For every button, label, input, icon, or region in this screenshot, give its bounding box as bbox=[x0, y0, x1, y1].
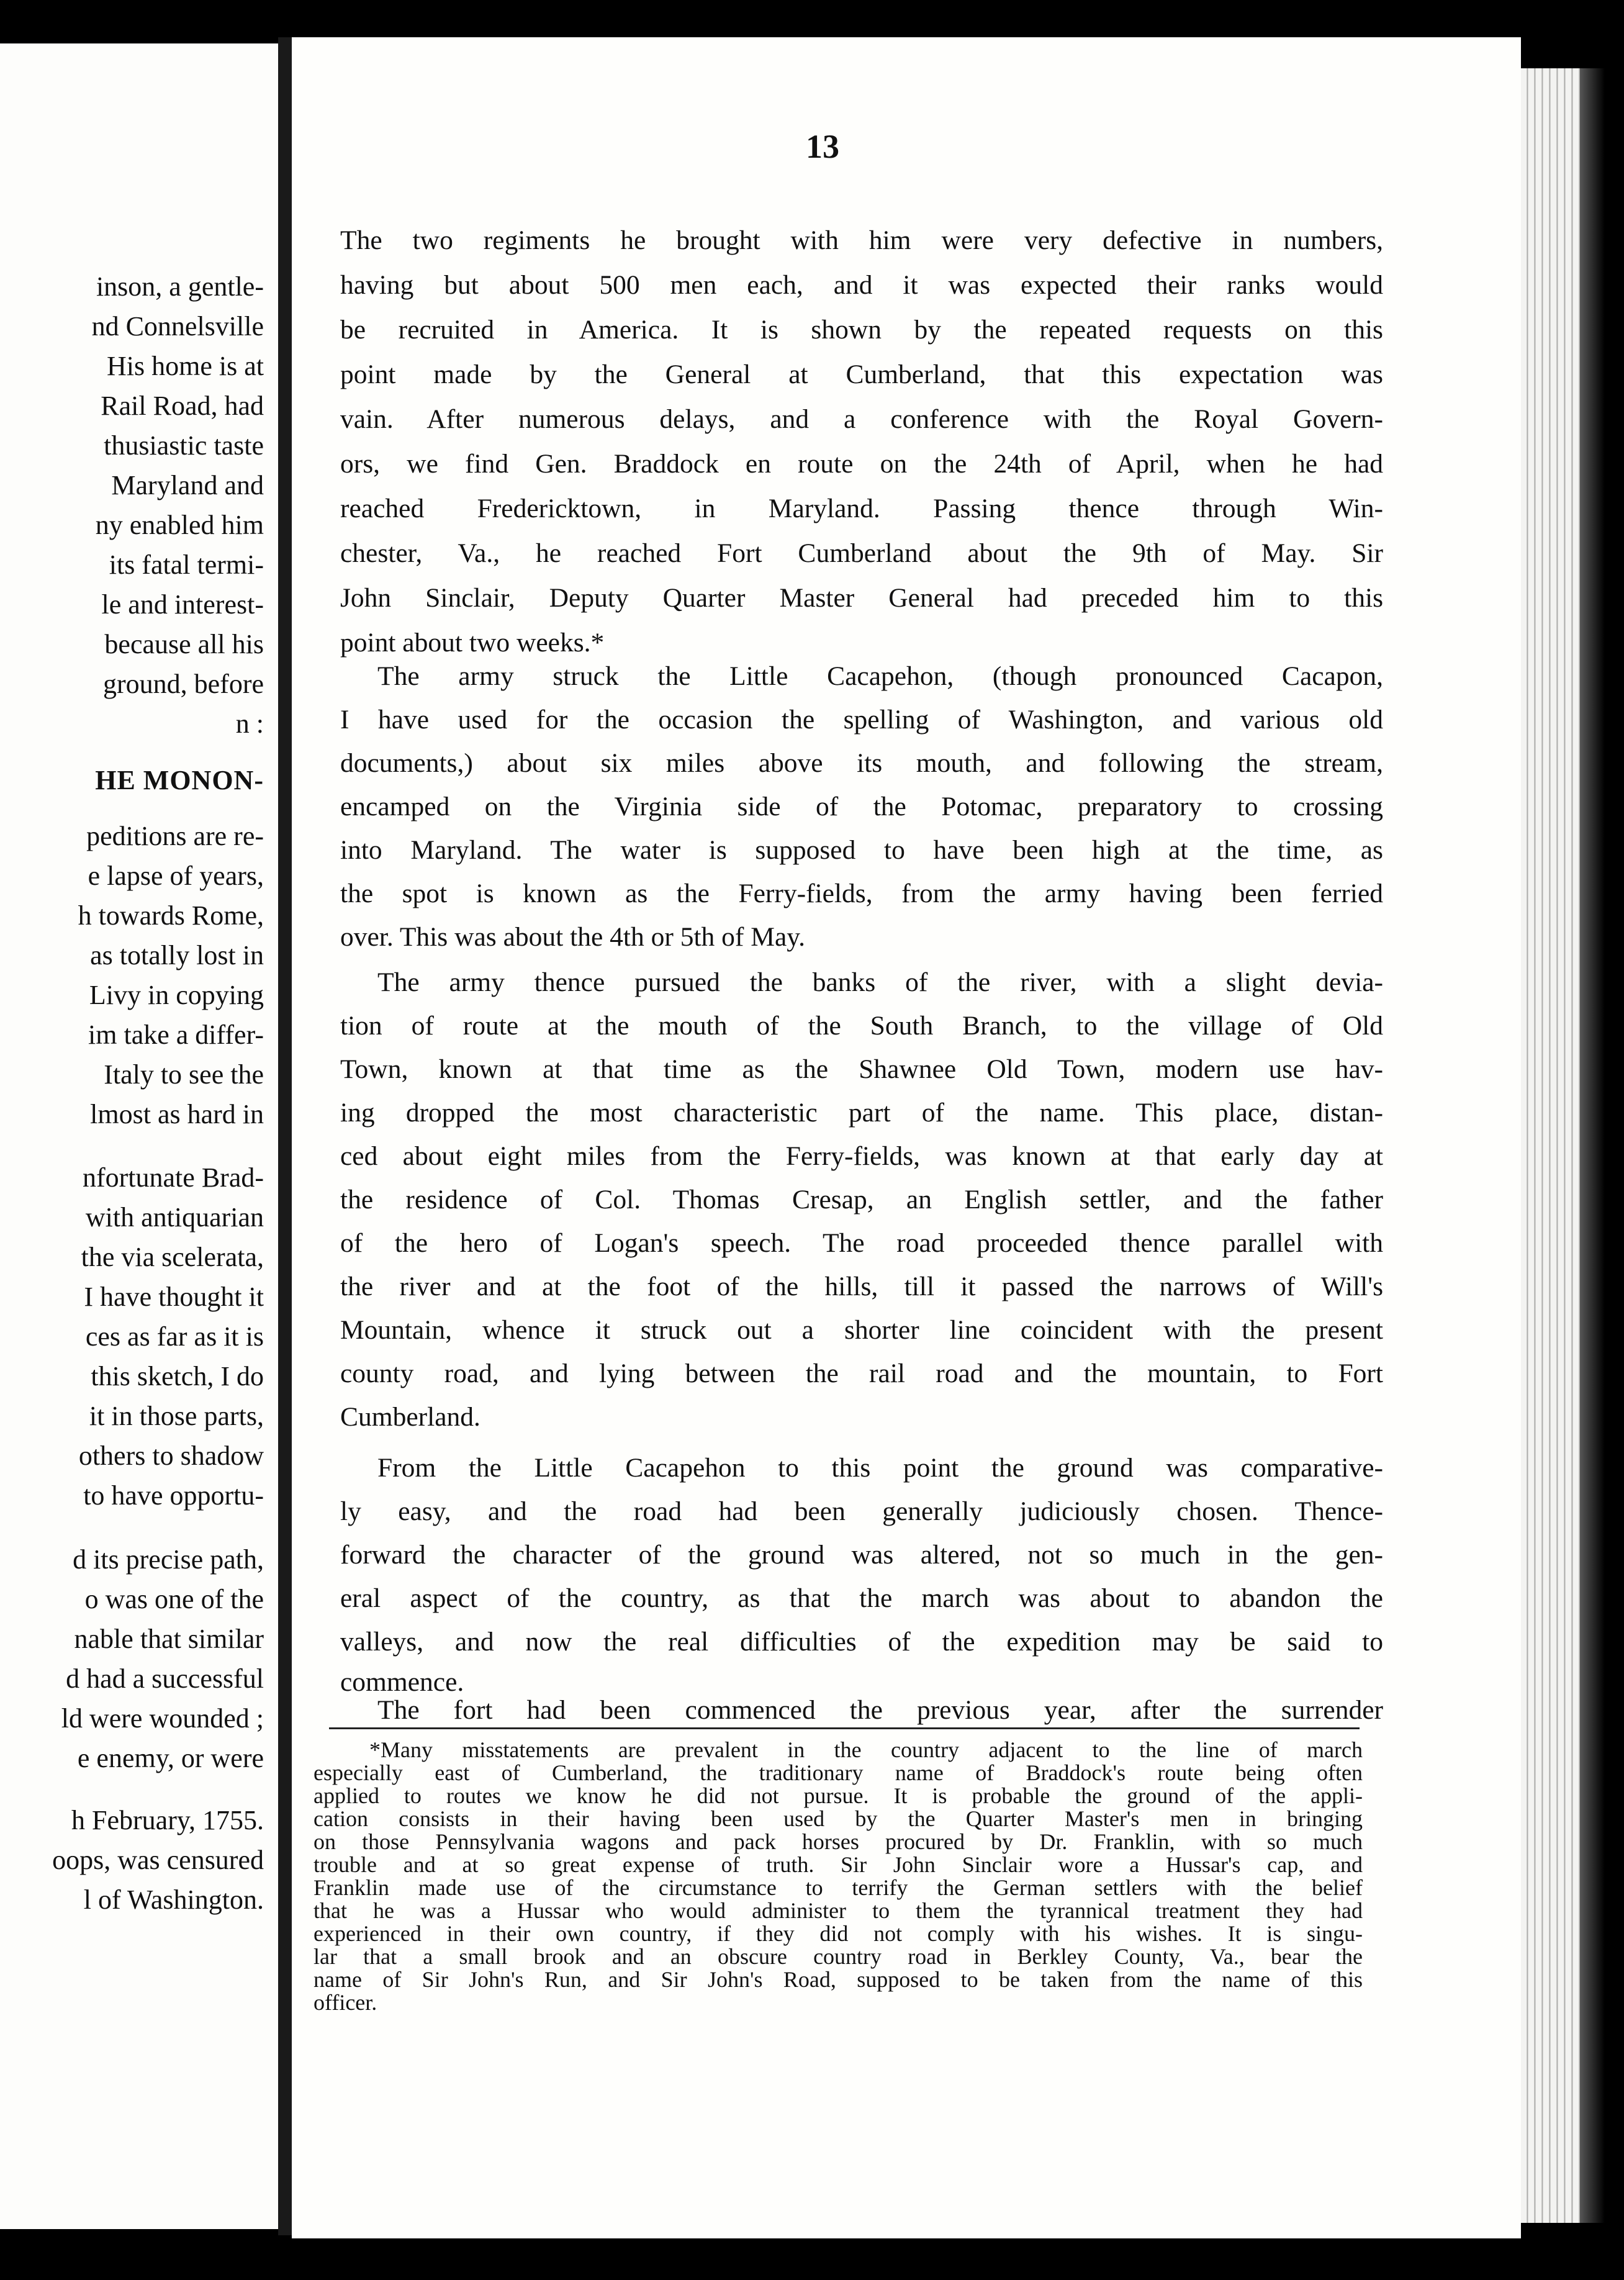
body-line: reached Fredericktown, in Maryland. Passing thence through Win- bbox=[340, 494, 1383, 523]
footnote-line: that he was a Hussar who would administer to them the tyrannical treatment they had bbox=[314, 1898, 1363, 1923]
page-edges bbox=[1521, 68, 1580, 2223]
left-line: e enemy, or were bbox=[77, 1743, 264, 1773]
body-line: the spot is known as the Ferry-fields, from the army having been ferried bbox=[340, 879, 1383, 908]
left-line: im take a differ- bbox=[88, 1020, 264, 1050]
left-line: n : bbox=[235, 708, 264, 739]
left-line: His home is at bbox=[107, 351, 264, 381]
body-line: chester, Va., he reached Fort Cumberland about the 9th of May. Sir bbox=[340, 538, 1383, 568]
body-line: having but about 500 men each, and it was expected their ranks would bbox=[340, 270, 1383, 300]
left-line: l of Washington. bbox=[83, 1884, 264, 1915]
left-line: lmost as hard in bbox=[90, 1099, 264, 1129]
left-line: with antiquarian bbox=[85, 1202, 264, 1233]
body-line: ced about eight miles from the Ferry-fields, was known at that early day at bbox=[340, 1141, 1383, 1171]
body-line: county road, and lying between the rail road and the mountain, to Fort bbox=[340, 1359, 1383, 1388]
body-line: The fort had been commenced the previous year, after the surrender bbox=[377, 1695, 1383, 1725]
left-line: ground, before bbox=[102, 669, 264, 699]
left-line: ny enabled him bbox=[95, 510, 264, 540]
left-line: it in those parts, bbox=[89, 1401, 264, 1431]
left-line: its fatal termi- bbox=[109, 550, 264, 580]
footnote-line: especially east of Cumberland, the traditionary name of Braddock's route being often bbox=[314, 1760, 1363, 1785]
left-line: because all his bbox=[104, 629, 264, 659]
body-line: ing dropped the most characteristic part of the name. This place, distan- bbox=[340, 1098, 1383, 1128]
left-line: Rail Road, had bbox=[101, 391, 264, 421]
body-line: documents,) about six miles above its mouth, and following the stream, bbox=[340, 748, 1383, 778]
body-line: be recruited in America. It is shown by the repeated requests on this bbox=[340, 315, 1383, 345]
left-line: oops, was censured bbox=[52, 1845, 264, 1875]
left-line: le and interest- bbox=[101, 589, 264, 620]
body-line: into Maryland. The water is supposed to have been high at the time, as bbox=[340, 835, 1383, 865]
body-line: Cumberland. bbox=[340, 1402, 480, 1432]
footnote-line: experienced in their own country, if they did not comply with his wishes. It is singu- bbox=[314, 1921, 1363, 1946]
body-line: commence. bbox=[340, 1667, 464, 1697]
edge-shadow bbox=[1580, 68, 1605, 2223]
book-gutter bbox=[278, 37, 292, 2235]
left-line: h towards Rome, bbox=[78, 900, 264, 931]
body-line: forward the character of the ground was altered, not so much in the gen- bbox=[340, 1540, 1383, 1570]
footnote-line: lar that a small brook and an obscure country road in Berkley County, Va., bear the bbox=[314, 1944, 1363, 1969]
footnote-line: trouble and at so great expense of truth. Sir John Sinclair wore a Hussar's cap, and bbox=[314, 1852, 1363, 1877]
footnote-line: applied to routes we know he did not pursue. It is probable the ground of the appli- bbox=[314, 1783, 1363, 1808]
body-line: The army struck the Little Cacapehon, (though pronounced Cacapon, bbox=[377, 661, 1383, 691]
left-line: I have thought it bbox=[84, 1282, 264, 1312]
body-line: point about two weeks.* bbox=[340, 628, 605, 658]
footnote-line: on those Pennsylvania wagons and pack horses procured by Dr. Franklin, with so much bbox=[314, 1829, 1363, 1854]
body-line: valleys, and now the real difficulties of the expedition may be said to bbox=[340, 1627, 1383, 1657]
left-line: nable that similar bbox=[74, 1624, 264, 1654]
left-line: Italy to see the bbox=[104, 1059, 264, 1090]
left-line: o was one of the bbox=[84, 1584, 264, 1614]
body-line: over. This was about the 4th or 5th of May. bbox=[340, 922, 806, 952]
left-heading: HE MONON- bbox=[95, 765, 264, 795]
body-line: Mountain, whence it struck out a shorter line coincident with the present bbox=[340, 1315, 1383, 1345]
body-line: The army thence pursued the banks of the river, with a slight devia- bbox=[377, 967, 1383, 997]
body-line: Town, known at that time as the Shawnee Old Town, modern use hav- bbox=[340, 1054, 1383, 1084]
footnote-rule bbox=[329, 1727, 1360, 1729]
footnote-line: Franklin made use of the circumstance to terrify the German settlers with the belief bbox=[314, 1875, 1363, 1900]
footnote-line: cation consists in their having been used by the Quarter Master's men in bringing bbox=[314, 1806, 1363, 1831]
body-line: vain. After numerous delays, and a conference with the Royal Govern- bbox=[340, 404, 1383, 434]
left-line: thusiastic taste bbox=[104, 430, 264, 461]
body-line: I have used for the occasion the spelling of Washington, and various old bbox=[340, 705, 1383, 735]
left-page bbox=[0, 43, 278, 2229]
page-number: 13 bbox=[806, 128, 839, 165]
body-line: the residence of Col. Thomas Cresap, an English settler, and the father bbox=[340, 1185, 1383, 1215]
left-line: as totally lost in bbox=[90, 940, 264, 970]
left-line: the via scelerata, bbox=[81, 1242, 264, 1272]
left-line: e lapse of years, bbox=[88, 861, 264, 891]
left-line: peditions are re- bbox=[86, 821, 264, 851]
body-line: The two regiments he brought with him were very defective in numbers, bbox=[340, 225, 1383, 255]
body-line: encamped on the Virginia side of the Potomac, preparatory to crossing bbox=[340, 792, 1383, 821]
left-line: nfortunate Brad- bbox=[83, 1162, 264, 1193]
left-line: nd Connelsville bbox=[91, 311, 264, 342]
left-line: others to shadow bbox=[78, 1441, 264, 1471]
body-line: the river and at the foot of the hills, till it passed the narrows of Will's bbox=[340, 1272, 1383, 1301]
left-line: Maryland and bbox=[111, 470, 264, 500]
body-line: ors, we find Gen. Braddock en route on the 24th of April, when he had bbox=[340, 449, 1383, 479]
left-line: h February, 1755. bbox=[71, 1805, 264, 1835]
body-line: tion of route at the mouth of the South Branch, to the village of Old bbox=[340, 1011, 1383, 1041]
body-line: eral aspect of the country, as that the march was about to abandon the bbox=[340, 1583, 1383, 1613]
left-line: d had a successful bbox=[66, 1663, 264, 1694]
left-line: to have opportu- bbox=[83, 1480, 264, 1511]
body-line: ly easy, and the road had been generally judiciously chosen. Thence- bbox=[340, 1496, 1383, 1526]
footnote-line: name of Sir John's Run, and Sir John's Road, supposed to be taken from the name of this bbox=[314, 1967, 1363, 1992]
footnote-line: *Many misstatements are prevalent in the country adjacent to the line of march bbox=[369, 1737, 1363, 1762]
body-line: of the hero of Logan's speech. The road proceeded thence parallel with bbox=[340, 1228, 1383, 1258]
left-line: ces as far as it is bbox=[85, 1321, 264, 1352]
footnote-line: officer. bbox=[314, 1990, 377, 2015]
body-line: point made by the General at Cumberland, that this expectation was bbox=[340, 360, 1383, 389]
left-line: d its precise path, bbox=[73, 1544, 264, 1575]
left-line: ld were wounded ; bbox=[61, 1703, 264, 1734]
left-line: Livy in copying bbox=[89, 980, 264, 1010]
body-line: John Sinclair, Deputy Quarter Master General had preceded him to this bbox=[340, 583, 1383, 613]
left-line: inson, a gentle- bbox=[96, 271, 264, 302]
body-line: From the Little Cacapehon to this point the ground was comparative- bbox=[377, 1453, 1383, 1483]
left-line: this sketch, I do bbox=[91, 1361, 264, 1391]
